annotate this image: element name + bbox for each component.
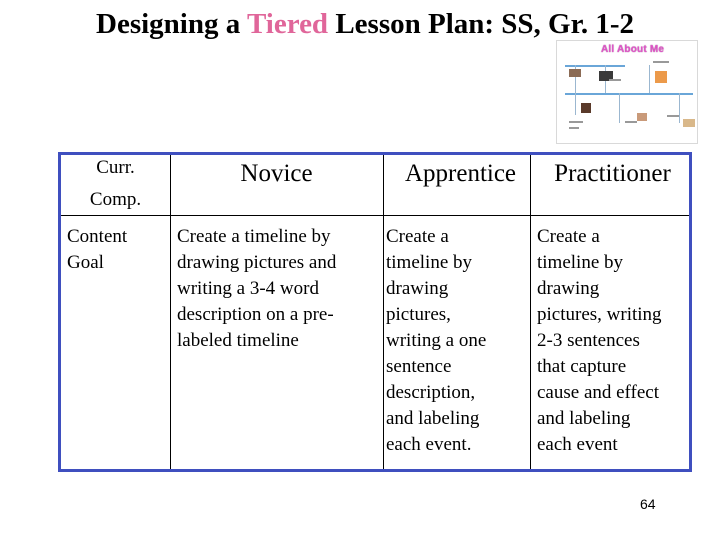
novice-line: writing a 3-4 word	[177, 278, 319, 299]
header-curr: Curr.	[96, 157, 135, 178]
practitioner-cell	[537, 224, 692, 458]
title-accent: Tiered	[246, 8, 329, 40]
apprentice-line: pictures,	[386, 304, 451, 325]
apprentice-line: sentence	[386, 356, 452, 377]
thumbnail-title: All About Me	[601, 44, 665, 55]
row-label-content-goal	[67, 224, 167, 276]
header-novice: Novice	[240, 160, 313, 187]
practitioner-line: drawing	[537, 278, 600, 299]
novice-cell	[177, 224, 381, 354]
practitioner-line: 2-3 sentences	[537, 330, 640, 351]
page-number: 64	[640, 496, 656, 512]
apprentice-line: each event.	[386, 434, 472, 455]
apprentice-line: drawing	[386, 278, 449, 299]
header-curr-comp	[61, 155, 170, 213]
apprentice-line: timeline by	[386, 252, 473, 273]
title-part-2: Lesson Plan: SS, Gr. 1-2	[328, 8, 634, 40]
header-practitioner: Practitioner	[554, 160, 671, 187]
practitioner-line: each event	[537, 434, 618, 455]
practitioner-line: that capture	[537, 356, 627, 377]
apprentice-line: writing a one	[386, 330, 487, 351]
practitioner-line: pictures, writing	[537, 304, 662, 325]
timeline-thumbnail	[556, 40, 698, 144]
apprentice-line: and labeling	[386, 408, 480, 429]
header-comp: Comp.	[89, 189, 142, 210]
apprentice-cell	[386, 224, 528, 458]
row-label-goal: Goal	[67, 252, 104, 273]
row-label-content: Content	[67, 226, 128, 247]
apprentice-line: Create a	[386, 226, 449, 247]
novice-line: Create a timeline by	[177, 226, 331, 247]
slide-title	[0, 6, 720, 42]
practitioner-line: and labeling	[537, 408, 631, 429]
header-apprentice: Apprentice	[404, 160, 517, 187]
practitioner-line: Create a	[537, 226, 600, 247]
novice-line: description on a pre-	[177, 304, 334, 325]
novice-line: labeled timeline	[177, 330, 299, 351]
novice-line: drawing pictures and	[177, 252, 337, 273]
tiered-lesson-table	[58, 152, 692, 472]
practitioner-line: timeline by	[537, 252, 624, 273]
apprentice-line: description,	[386, 382, 476, 403]
practitioner-line: cause and effect	[537, 382, 660, 403]
title-part-1: Designing a	[96, 8, 247, 40]
